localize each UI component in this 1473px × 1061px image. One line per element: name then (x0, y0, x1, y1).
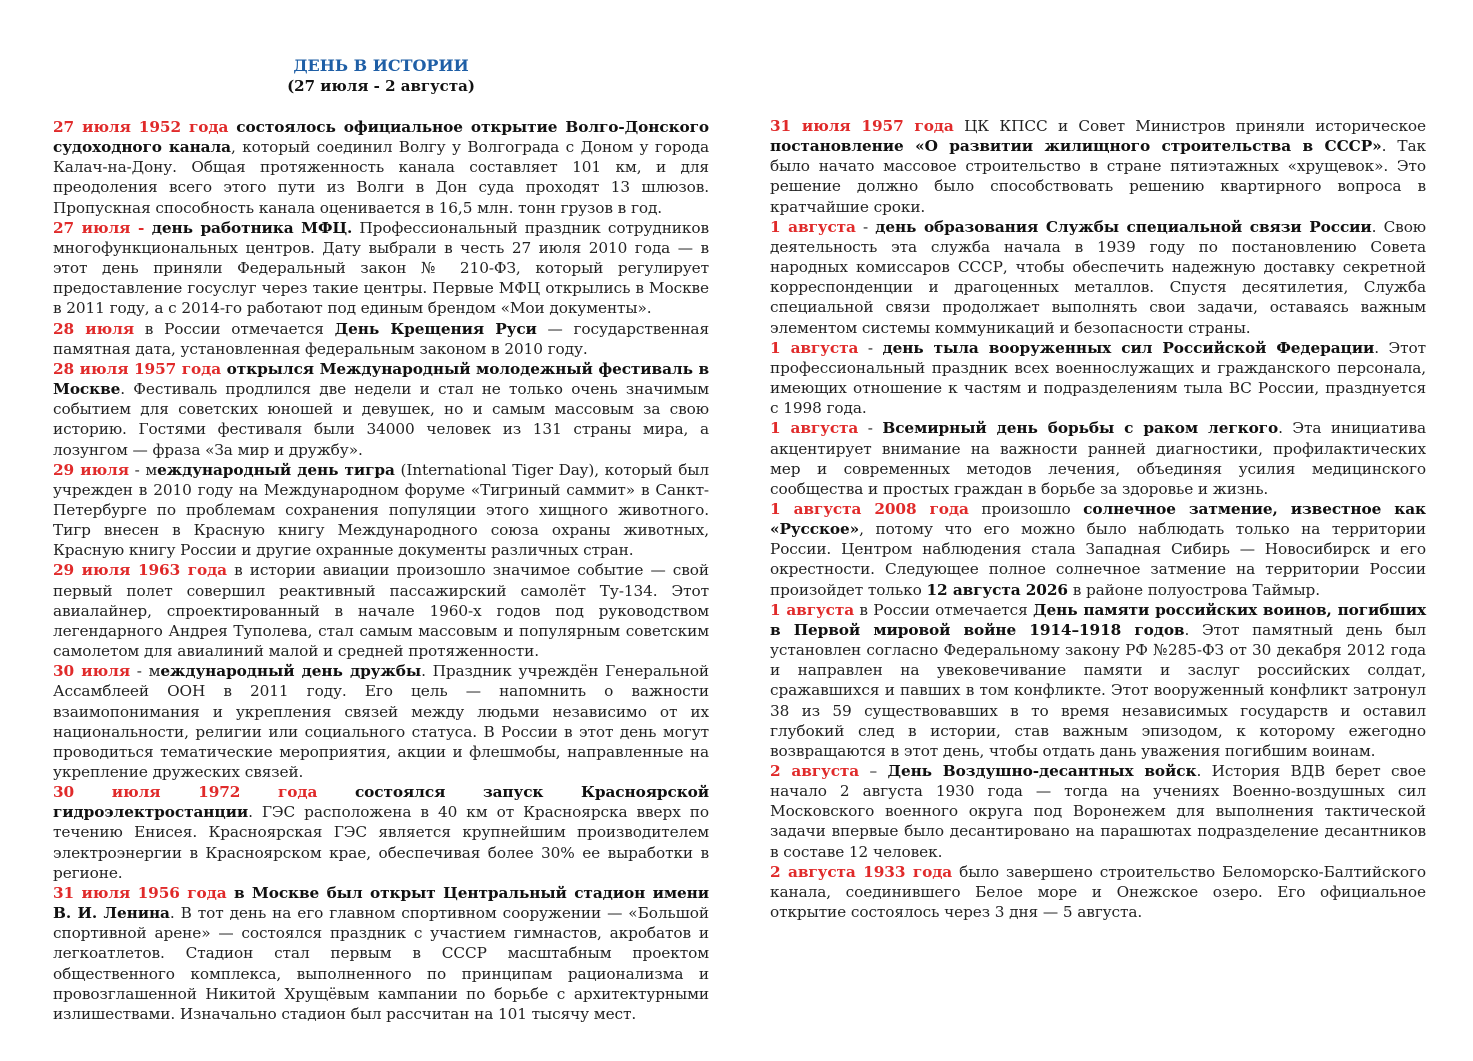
entry-highlight: состоялось официальное открытие Волго-Донского судоходного канала (53, 118, 709, 157)
entry-highlight: постановление «О развитии жилищного строительства в СССР» (770, 137, 1382, 156)
entry-highlight: в Москве был открыт Центральный стадион имени В. И. Ленина (53, 883, 709, 923)
history-entry (770, 116, 1426, 217)
entry-highlight: День памяти российских воинов, погибших в Первой мировой войне 1914–1918 годов (770, 600, 1427, 639)
entry-text: . Так было начато массовое строительство в стране пятиэтажных «хрущевок». Это решение должно было способствовать решению квартирного вопроса в кратчайшие сроки. (770, 137, 1427, 216)
entry-text: . ГЭС расположена в 40 км от Красноярска вверх по течению Енисея. Красноярская ГЭС является крупнейшим производителем электроэнергии в Красноярском крае, обеспечивая более 30% ее выработки в регионе. (53, 803, 709, 882)
page-title: ДЕНЬ В ИСТОРИИ (293, 56, 469, 75)
entry-date: 1 августа (770, 600, 855, 619)
entry-text: произошло (968, 499, 1084, 518)
entry-text: , потому что его можно было наблюдать только на территории России. Центром наблюдения стала Западная Сибирь — Новосибирск и его окрестности. Следующее полное солнечное затмение на территории России произойдет только (770, 520, 1426, 599)
entry-highlight: Всемирный день борьбы с раком легкого (882, 419, 1279, 438)
history-entry (770, 862, 1426, 922)
history-entry (770, 600, 1426, 761)
entry-text: - (858, 419, 883, 438)
entry-text: . Этот памятный день был установлен согласно Федеральному закону РФ №285-ФЗ от 30 декабря 2012 года и направлен на увековечивание памяти и заслуг российских солдат, сражавшихся и павших в том конфликте. Этот вооруженный конфликт затронул 38 из 59 существовавших в то время независимых государств и оставил глубокий след в истории, став важным эпизодом, к которому ежегодно возвращаются в этот день, чтобы отдать дань уважения погибшим воинам. (770, 620, 1426, 760)
entry-date: 1 августа (770, 338, 859, 357)
entry-text: - м (130, 662, 161, 681)
history-entry (53, 560, 709, 661)
entry-date: 31 июля 1956 года (53, 883, 227, 902)
history-entry (53, 218, 709, 319)
entry-text: . В тот день на его главном спортивном сооружении — «Большой спортивной арене» — состоялся праздник с участием гимнастов, акробатов и легкоатлетов. Стадион стал первым в СССР масштабным проектом общественного комплекса, выполненного по принципам рационализма и провозглашенной Никитой Хрущёвым кампании по борьбе с архитектурными излишествами. Изначально стадион был рассчитан на 101 тысячу мест. (53, 904, 709, 1023)
entry-highlight: день работника МФЦ. (144, 218, 353, 237)
history-entry (770, 761, 1426, 862)
entry-highlight: 12 августа 2026 (926, 580, 1068, 599)
history-entry (770, 499, 1426, 600)
entry-date: 27 июля 1952 года (53, 118, 229, 136)
entry-highlight: День Крещения Руси (334, 319, 537, 338)
entry-text: было завершено строительство Беломорско-Балтийского канала, соединившего Белое море и Онежское озеро. Его официальное открытие состоялось через 3 дня — 5 августа. (770, 862, 1427, 922)
entry-date: 30 июля 1972 года (53, 783, 318, 802)
entry-highlight: состоялся запуск Красноярской гидроэлектростанции (53, 783, 709, 822)
entry-text: . Фестиваль продлился две недели и стал не только очень значимым событием для советских юношей и девушек, но и самым массовым за свою историю. Гостями фестиваля были 34000 человек из 131 страны мира, а лозунгом — фраза «За мир и дружбу». (53, 380, 709, 459)
history-entry (53, 359, 709, 460)
history-entry (53, 661, 709, 782)
history-entry (770, 418, 1426, 499)
entry-date: 2 августа (770, 762, 860, 780)
entry-text: в России отмечается (134, 319, 335, 338)
left-column (53, 117, 709, 1024)
history-entry (53, 782, 709, 883)
entry-date: 28 июля 1957 года (53, 359, 222, 378)
history-entry (53, 319, 709, 359)
entry-text: . Этот профессиональный праздник всех военнослужащих и гражданского персонала, имеющих отношение к частям и подразделениям тыла ВС России, празднуется с 1998 года. (770, 338, 1426, 418)
history-entry (53, 883, 709, 1024)
history-entry (770, 217, 1426, 338)
page-subtitle: (27 июля - 2 августа) (287, 77, 475, 95)
entry-text: , который соединил Волгу у Волгограда с Доном у города Калач-на-Дону. Общая протяженность канала составляет 101 км, и для преодоления всего этого пути из Волги в Дон суда проходят 13 шлюзов. Пропускная способность канала оценивается в 16,5 млн. тонн грузов в год. (53, 138, 710, 217)
entry-text: . История ВДВ берет свое начало 2 августа 1930 года — тогда на учениях Военно-воздушных сил Московского военного округа под Воронежем для выполнения тактической задачи впервые было десантировано на парашютах подразделение десантников в составе 12 человек. (770, 762, 1426, 861)
entry-text: (International Tiger Day), который был учрежден в 2010 году на Международном форуме «Тигриный саммит» в Санкт-Петербурге по проблемам сохранения популяции этого хищного животного. Тигр внесен в Красную книгу Международного союза охраны животных, Красную книгу России и другие охранные документы различных стран. (53, 460, 709, 560)
entry-text: – (859, 762, 888, 780)
entry-highlight: день образования Службы специальной связи России (875, 217, 1372, 236)
entry-date: 1 августа 2008 года (770, 499, 969, 518)
entry-text: в районе полуострова Таймыр. (1067, 580, 1321, 599)
entry-text: — государственная памятная дата, установленная федеральным законом в 2010 году. (53, 319, 709, 358)
history-entry (770, 338, 1426, 419)
entry-highlight: день тыла вооруженных сил Российской Федерации (882, 338, 1375, 357)
entry-date: 1 августа (770, 217, 856, 236)
entry-text: - (858, 338, 883, 357)
header (236, 56, 526, 96)
entry-highlight: солнечное затмение, известное как «Русское» (770, 499, 1427, 539)
entry-text: . Эта инициатива акцентирует внимание на важности ранней диагностики, профилактических мер и современных методов лечения, объединяя усилия медицинского сообщества и простых граждан в борьбе за здоровье и жизнь. (770, 419, 1427, 498)
entry-date: 29 июля 1963 года (53, 561, 227, 580)
entry-highlight: еждународный день дружбы (160, 662, 422, 681)
entry-highlight: День Воздушно-десантных войск (887, 762, 1197, 780)
entry-text: ЦК КПСС и Совет Министров приняли историческое (953, 117, 1426, 135)
entry-text: - м (128, 460, 158, 479)
history-entry (53, 460, 709, 561)
entry-date: 27 июля - (53, 218, 145, 237)
right-column (770, 116, 1426, 922)
history-entry (53, 117, 709, 218)
entry-date: 28 июля (53, 319, 135, 338)
entry-text: - (855, 217, 876, 236)
entry-date: 30 июля (53, 662, 131, 681)
entry-highlight: еждународный день тигра (157, 460, 395, 479)
entry-text: в истории авиации произошло значимое событие — свой первый полет совершил реактивный пассажирский самолёт Ту-134. Этот авиалайнер, спроектированный в начале 1960-х годов под руководством легендарного Андрея Туполева, стал самым массовым и популярным советским самолетом для авиалиний малой и средней протяженности. (53, 561, 709, 661)
entry-date: 2 августа 1933 года (770, 862, 953, 881)
entry-date: 29 июля (53, 460, 129, 479)
entry-date: 1 августа (770, 419, 859, 438)
entry-highlight: открылся Международный молодежный фестиваль в Москве (53, 359, 709, 399)
entry-text: . Свою деятельность эта служба начала в 1939 году по постановлению Совета народных комиссаров СССР, чтобы обеспечить надежную доставку секретной корреспонденции и драгоценных металлов. Спустя десятилетия, Служба специальной связи продолжает выполнять свои задачи, оставаясь важным элементом системы коммуникаций и безопасности страны. (770, 217, 1427, 337)
entry-date: 31 июля 1957 года (770, 117, 954, 135)
entry-text: Профессиональный праздник сотрудников многофункциональных центров. Дату выбрали в честь 27 июля 2010 года — в этот день приняли Федеральный закон № 210-ФЗ, который регулирует предоставление госуслуг через такие центры. Первые МФЦ открылись в Москве в 2011 году, а с 2014-го работают под единым брендом «Мои документы». (53, 218, 709, 318)
entry-text: . Праздник учреждён Генеральной Ассамблеей ООН в 2011 году. Его цель — напомнить о важности взаимопонимания и укрепления связей между людьми независимо от их национальности, религии или социального статуса. В России в этот день могут проводиться тематические мероприятия, акции и флешмобы, направленные на укрепление дружеских связей. (53, 662, 710, 781)
entry-text: в России отмечается (854, 600, 1034, 619)
